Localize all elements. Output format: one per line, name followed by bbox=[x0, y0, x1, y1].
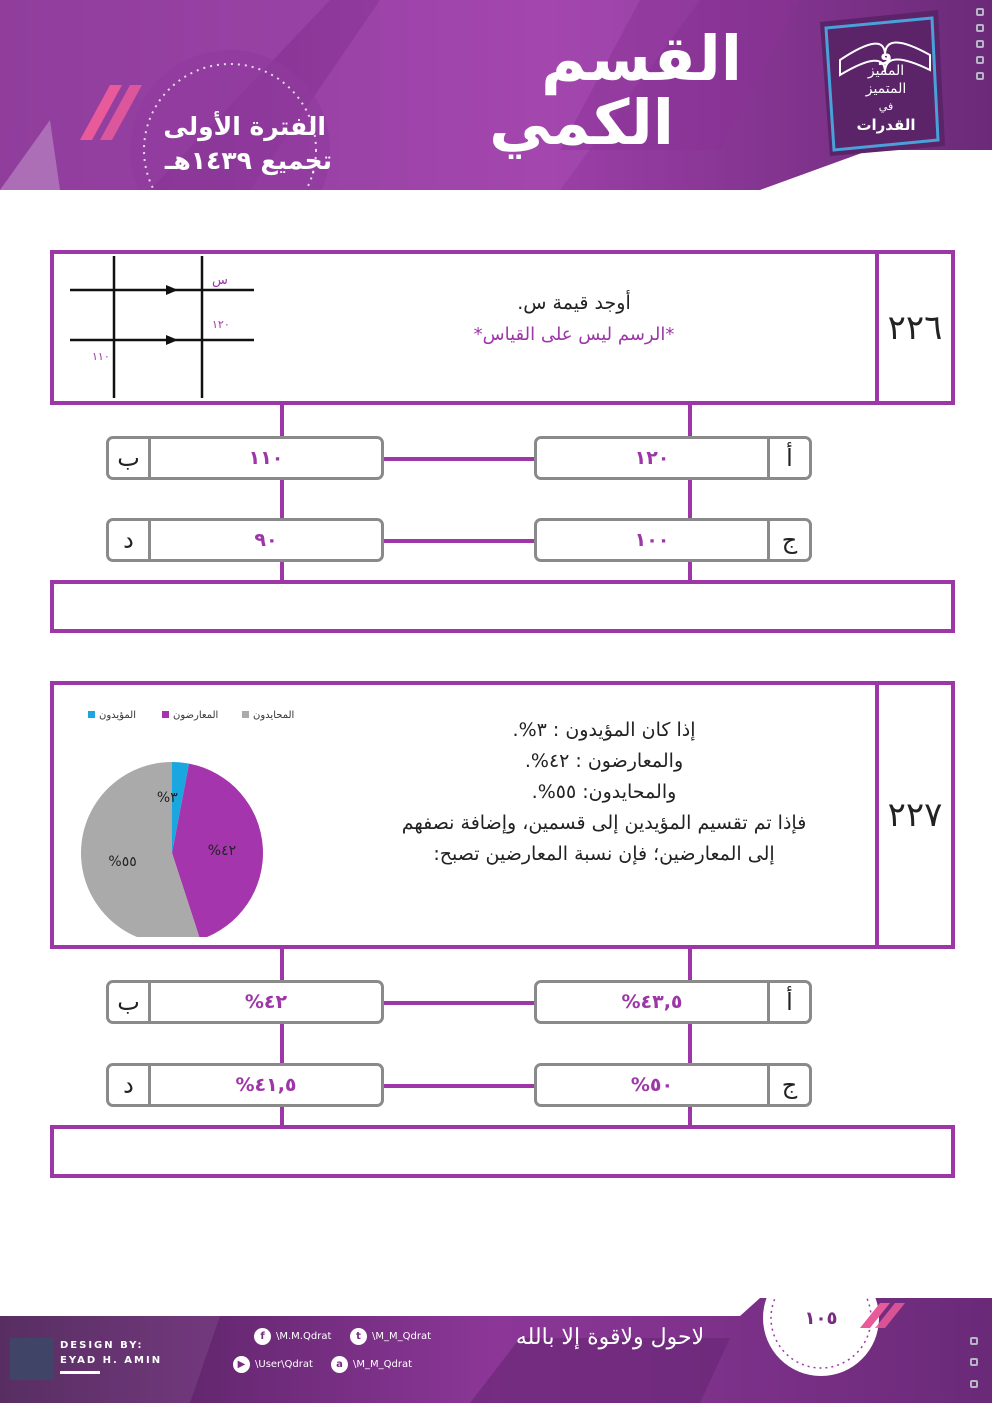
social-facebook[interactable] bbox=[254, 1328, 331, 1345]
option-letter: ب bbox=[109, 983, 151, 1021]
connector-line bbox=[384, 1001, 536, 1005]
option-a[interactable] bbox=[534, 436, 812, 480]
question-line: والمعارضون : ٤٢%. bbox=[524, 750, 684, 772]
angle-label-110: ١١٠ bbox=[92, 350, 110, 363]
answer-box-226[interactable] bbox=[50, 580, 955, 633]
question-line: إذا كان المؤيدون : ٣%. bbox=[512, 719, 696, 741]
decor-square bbox=[976, 56, 984, 64]
question-line: إلى المعارضين؛ فإن نسبة المعارضين تصبح: bbox=[433, 843, 775, 865]
legend-label: المعارضون bbox=[173, 710, 219, 721]
page-number: ١٠٥ bbox=[804, 1308, 838, 1329]
logo-word-and: و bbox=[879, 41, 893, 65]
collection-label: تجميع ١٤٣٩هـ bbox=[164, 146, 332, 175]
page-header bbox=[0, 0, 992, 190]
option-c[interactable] bbox=[534, 1063, 812, 1107]
decor-square bbox=[976, 24, 984, 32]
facebook-handle: \M.M.Qdrat bbox=[276, 1331, 332, 1342]
angle-label-x: س bbox=[212, 273, 228, 288]
option-letter: د bbox=[109, 521, 151, 559]
section-title-line1: القسم bbox=[541, 22, 742, 95]
social-youtube[interactable] bbox=[233, 1356, 313, 1373]
legend-label: المؤيدون bbox=[99, 710, 136, 721]
section-title-line2: الكمي bbox=[489, 86, 674, 159]
legend-swatch bbox=[162, 711, 169, 718]
social-twitter[interactable] bbox=[350, 1328, 431, 1345]
decor-square bbox=[976, 40, 984, 48]
option-value: ١٢٠ bbox=[634, 447, 670, 469]
logo-word-fi: في bbox=[878, 100, 894, 113]
option-letter: أ bbox=[767, 983, 809, 1021]
pie-slice-label: %٤٢ bbox=[207, 842, 237, 859]
decor-square bbox=[970, 1337, 978, 1345]
motto-calligraphy: لاحول ولاقوة إلا بالله bbox=[515, 1325, 705, 1350]
option-value: %٤٣,٥ bbox=[621, 991, 683, 1013]
question-text-block bbox=[334, 715, 874, 870]
pie-slice-label: %٣ bbox=[156, 789, 178, 806]
question-text: أوجد قيمة س. bbox=[517, 292, 631, 314]
design-by-label: DESIGN BY: bbox=[60, 1340, 144, 1351]
chart-legend bbox=[88, 710, 294, 721]
connector-line bbox=[384, 1084, 536, 1088]
angle-label-120: ١٢٠ bbox=[212, 318, 230, 331]
connector-line bbox=[384, 457, 536, 461]
logo bbox=[838, 41, 934, 144]
option-letter: ج bbox=[767, 1066, 809, 1104]
twitter-handle: \M_M_Qdrat bbox=[372, 1331, 432, 1342]
decor-square bbox=[976, 72, 984, 80]
option-letter: ج bbox=[767, 521, 809, 559]
legend-swatch bbox=[242, 711, 249, 718]
youtube-icon: ▶ bbox=[233, 1356, 250, 1373]
logo-word-alqudrat: القدرات bbox=[856, 116, 916, 134]
facebook-icon: f bbox=[254, 1328, 271, 1345]
option-value: %٤٢ bbox=[244, 991, 288, 1013]
question-line: فإذا تم تقسيم المؤيدين إلى قسمين، وإضافة نصفهم bbox=[401, 812, 807, 834]
question-text-block bbox=[304, 288, 844, 350]
decor-square bbox=[976, 8, 984, 16]
decor-square bbox=[970, 1358, 978, 1366]
option-letter: ب bbox=[109, 439, 151, 477]
legend-label: المحايدون bbox=[253, 710, 295, 721]
arrow-top bbox=[166, 285, 178, 295]
question-line: والمحايدون: ٥٥%. bbox=[531, 781, 677, 803]
social-other[interactable] bbox=[331, 1356, 412, 1373]
legend-swatch bbox=[88, 711, 95, 718]
option-a[interactable] bbox=[534, 980, 812, 1024]
period-label: الفترة الأولى bbox=[163, 112, 326, 141]
option-d[interactable] bbox=[106, 518, 384, 562]
logo-word-almutamayyiz: المتميز bbox=[865, 81, 907, 97]
youtube-handle: \User\Qdrat bbox=[255, 1359, 313, 1370]
question-number: ٢٢٧ bbox=[875, 685, 951, 945]
question-227-box bbox=[50, 681, 955, 949]
other-handle: \M_M_Qdrat bbox=[353, 1359, 413, 1370]
option-value: %٤١,٥ bbox=[235, 1074, 297, 1096]
twitter-icon: t bbox=[350, 1328, 367, 1345]
connector-line bbox=[384, 539, 536, 543]
pie-slice-label: %٥٥ bbox=[108, 853, 137, 870]
pie-chart bbox=[80, 701, 320, 937]
design-credit bbox=[60, 1338, 162, 1368]
option-b[interactable] bbox=[106, 436, 384, 480]
arrow-bottom bbox=[166, 335, 178, 345]
option-value: ١٠٠ bbox=[634, 529, 670, 551]
answer-box-227[interactable] bbox=[50, 1125, 955, 1178]
question-note: *الرسم ليس على القياس* bbox=[473, 324, 675, 345]
decor-square bbox=[970, 1380, 978, 1388]
option-letter: أ bbox=[767, 439, 809, 477]
parallel-lines-figure bbox=[66, 256, 266, 401]
logo-word-almumayyaz: المميز bbox=[867, 63, 905, 79]
option-value: ١١٠ bbox=[248, 447, 284, 469]
option-d[interactable] bbox=[106, 1063, 384, 1107]
option-letter: د bbox=[109, 1066, 151, 1104]
option-value: ٩٠ bbox=[254, 529, 278, 551]
option-b[interactable] bbox=[106, 980, 384, 1024]
question-number: ٢٢٦ bbox=[875, 254, 951, 401]
option-value: %٥٠ bbox=[630, 1074, 674, 1096]
designer-name: EYAD H. AMIN bbox=[60, 1355, 163, 1366]
question-226-box bbox=[50, 250, 955, 405]
option-c[interactable] bbox=[534, 518, 812, 562]
ask-icon: a bbox=[331, 1356, 348, 1373]
